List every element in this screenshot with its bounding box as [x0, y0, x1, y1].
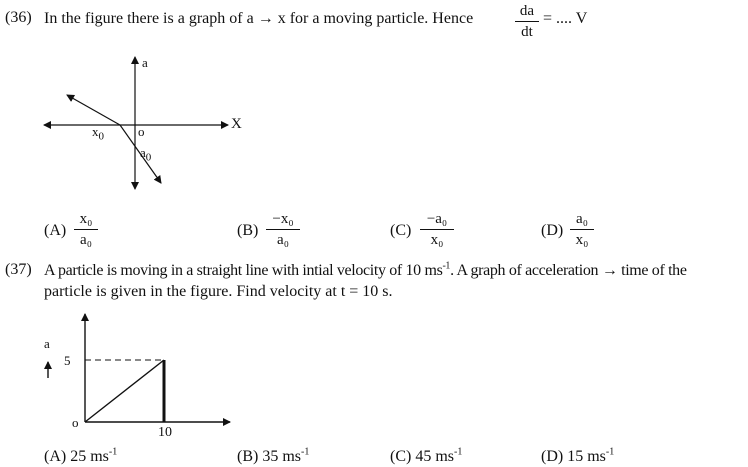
q36-origin-label: o [138, 124, 145, 139]
q37-a-label: a [44, 336, 50, 351]
q36-number: (36) [5, 9, 32, 26]
q36-x0-label: $x_0$ [92, 124, 104, 143]
q37-figure [40, 310, 240, 440]
fraction-bar [515, 21, 539, 22]
q37-option-a: (A) 25 $ms^{-1}$ [44, 446, 118, 465]
q36-frac-denominator: dt [521, 24, 533, 40]
q37-text-line2: particle is given in the figure. Find velocity at t = 10 s. [44, 283, 393, 300]
q36-graph-line [67, 95, 120, 125]
q36-a-axis-label: a [142, 55, 148, 70]
q37-graph-ramp [85, 360, 164, 422]
q36-frac-numerator: da [519, 3, 535, 19]
q37-origin-label: o [72, 415, 79, 430]
q36-option-c-fraction: −a₀ x₀ [420, 210, 454, 249]
q36-option-c-label: (C) [390, 222, 412, 239]
q36-option-b-label: (B) [237, 222, 259, 239]
q36-option-d-label: (D) [541, 222, 564, 239]
q37-option-d: (D) 15 $ms^{-1}$ [541, 446, 615, 465]
q36-option-a-label: (A) [44, 222, 67, 239]
q37-y-tick-5: 5 [64, 353, 71, 368]
q36-x-axis-label: X [231, 116, 242, 132]
q36-option-b-fraction: −x₀ a₀ [266, 210, 300, 249]
q36-option-a-fraction: x₀ a₀ [74, 210, 98, 249]
q37-option-b: (B) 35 $ms^{-1}$ [237, 446, 310, 465]
q37-x-tick-10: 10 [158, 425, 172, 440]
q36-da-dt-fraction [515, 2, 539, 41]
q36-tail: = .... V [543, 10, 588, 27]
q37-number: (37) [5, 261, 32, 278]
q37-text-line1: A particle is moving in a straight line with intial velocity of 10 $ms^{-1}$. A graph of acceleration → time of the [44, 260, 687, 279]
q36-figure [40, 55, 260, 205]
q36-a0-label: $a_0$ [140, 145, 152, 164]
q37-option-c: (C) 45 $ms^{-1}$ [390, 446, 463, 465]
q36-option-d-fraction: a₀ x₀ [570, 210, 594, 249]
q36-text: In the figure there is a graph of a → x for a moving particle. Hence [44, 10, 474, 27]
